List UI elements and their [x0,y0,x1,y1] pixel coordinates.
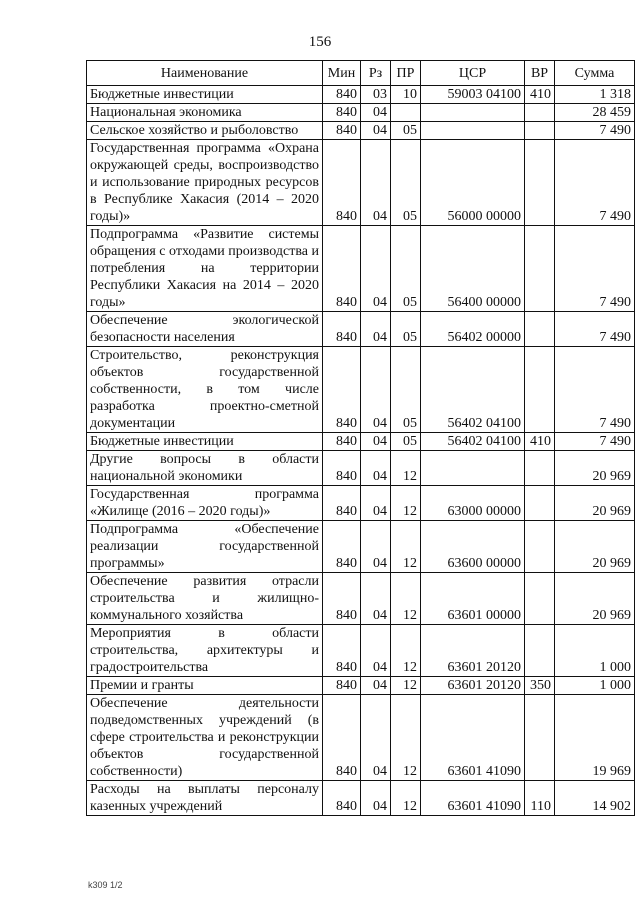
row-csr-cell: 63601 41090 [421,695,525,781]
table-row [87,573,635,625]
row-pr-cell: 05 [391,140,421,226]
table-row [87,625,635,677]
row-min-cell: 840 [323,486,361,521]
row-vr-cell [525,625,555,677]
row-csr-cell: 63600 00000 [421,521,525,573]
row-min-cell: 840 [323,140,361,226]
row-name-cell: Подпрограмма «Развитие системы обращения с отходами производства и потребления на территории Республики Хакасия на 2014 – 2020 годы» [87,226,323,312]
row-csr-cell: 56402 04100 [421,433,525,451]
row-vr-cell: 350 [525,677,555,695]
row-csr-cell: 56402 00000 [421,312,525,347]
row-sum-cell: 1 318 [555,86,635,104]
row-vr-cell [525,347,555,433]
table-body [87,86,635,816]
row-name-cell: Строительство, реконструкция объектов государственной собственности, в том числе разработка проектно-сметной документации [87,347,323,433]
row-min-cell: 840 [323,573,361,625]
header-vr: ВР [525,61,555,86]
row-csr-cell: 59003 04100 [421,86,525,104]
row-name-cell: Расходы на выплаты персоналу казенных учреждений [87,781,323,816]
row-pr-cell: 12 [391,695,421,781]
page-number: 156 [308,34,332,50]
row-pr-cell [391,104,421,122]
row-vr-cell [525,451,555,486]
row-min-cell: 840 [323,625,361,677]
row-vr-cell [525,521,555,573]
row-rz-cell: 04 [361,104,391,122]
row-sum-cell: 7 490 [555,433,635,451]
row-sum-cell: 20 969 [555,521,635,573]
header-rz: Рз [361,61,391,86]
row-csr-cell [421,122,525,140]
table-row [87,695,635,781]
row-name-cell: Сельское хозяйство и рыболовство [87,122,323,140]
table-row [87,104,635,122]
row-rz-cell: 04 [361,677,391,695]
row-rz-cell: 04 [361,451,391,486]
footer-code: k309 1/2 [88,880,123,890]
row-vr-cell [525,226,555,312]
row-min-cell: 840 [323,521,361,573]
row-csr-cell: 56402 04100 [421,347,525,433]
row-name-cell: Бюджетные инвестиции [87,433,323,451]
row-name-cell: Обеспечение развития отрасли строительства и жилищно-коммунального хозяйства [87,573,323,625]
table-header-row [87,61,635,86]
row-min-cell: 840 [323,695,361,781]
row-vr-cell [525,122,555,140]
table-row [87,781,635,816]
table-row [87,677,635,695]
header-pr: ПР [391,61,421,86]
row-sum-cell: 14 902 [555,781,635,816]
header-name: Наименование [87,61,323,86]
row-min-cell: 840 [323,312,361,347]
row-rz-cell: 04 [361,695,391,781]
row-sum-cell: 20 969 [555,451,635,486]
table-row [87,140,635,226]
row-name-cell: Государственная программа «Охрана окружающей среды, воспроизводство и использование природных ресурсов в Республике Хакасия (2014 – 2020 годы)» [87,140,323,226]
row-rz-cell: 04 [361,122,391,140]
row-sum-cell: 7 490 [555,312,635,347]
table-row [87,86,635,104]
row-rz-cell: 04 [361,521,391,573]
header-csr: ЦСР [421,61,525,86]
row-csr-cell: 63601 20120 [421,677,525,695]
row-rz-cell: 04 [361,486,391,521]
row-pr-cell: 12 [391,486,421,521]
row-rz-cell: 04 [361,347,391,433]
row-sum-cell: 1 000 [555,677,635,695]
row-csr-cell [421,451,525,486]
row-pr-cell: 12 [391,625,421,677]
row-vr-cell [525,486,555,521]
table-row [87,312,635,347]
row-pr-cell: 05 [391,226,421,312]
row-csr-cell: 63000 00000 [421,486,525,521]
row-sum-cell: 7 490 [555,347,635,433]
row-min-cell: 840 [323,451,361,486]
row-name-cell: Обеспечение деятельности подведомственных учреждений (в сфере строительства и реконструкции объектов государственной собственности) [87,695,323,781]
row-rz-cell: 04 [361,573,391,625]
row-min-cell: 840 [323,104,361,122]
budget-table [86,60,635,816]
row-name-cell: Бюджетные инвестиции [87,86,323,104]
row-name-cell: Другие вопросы в области национальной экономики [87,451,323,486]
table-row [87,122,635,140]
row-vr-cell: 410 [525,86,555,104]
row-rz-cell: 04 [361,781,391,816]
row-min-cell: 840 [323,86,361,104]
table-row [87,451,635,486]
row-csr-cell [421,104,525,122]
row-vr-cell [525,104,555,122]
row-vr-cell [525,312,555,347]
row-pr-cell: 05 [391,312,421,347]
row-min-cell: 840 [323,122,361,140]
row-csr-cell: 56000 00000 [421,140,525,226]
header-min: Мин [323,61,361,86]
row-sum-cell: 20 969 [555,486,635,521]
row-csr-cell: 63601 00000 [421,573,525,625]
row-pr-cell: 05 [391,433,421,451]
row-sum-cell: 20 969 [555,573,635,625]
row-min-cell: 840 [323,347,361,433]
row-sum-cell: 7 490 [555,226,635,312]
table-row [87,347,635,433]
row-csr-cell: 63601 20120 [421,625,525,677]
row-pr-cell: 10 [391,86,421,104]
row-sum-cell: 7 490 [555,122,635,140]
table-row [87,433,635,451]
row-csr-cell: 56400 00000 [421,226,525,312]
row-vr-cell: 110 [525,781,555,816]
row-rz-cell: 04 [361,433,391,451]
row-name-cell: Мероприятия в области строительства, архитектуры и градостроительства [87,625,323,677]
row-min-cell: 840 [323,433,361,451]
table-row [87,486,635,521]
row-pr-cell: 12 [391,521,421,573]
row-min-cell: 840 [323,677,361,695]
row-name-cell: Обеспечение экологической безопасности населения [87,312,323,347]
row-csr-cell: 63601 41090 [421,781,525,816]
row-vr-cell [525,695,555,781]
row-sum-cell: 28 459 [555,104,635,122]
row-sum-cell: 19 969 [555,695,635,781]
row-pr-cell: 12 [391,781,421,816]
table-row [87,521,635,573]
row-min-cell: 840 [323,781,361,816]
row-sum-cell: 7 490 [555,140,635,226]
row-name-cell: Национальная экономика [87,104,323,122]
row-min-cell: 840 [323,226,361,312]
table-row [87,226,635,312]
row-pr-cell: 05 [391,347,421,433]
row-pr-cell: 12 [391,677,421,695]
row-sum-cell: 1 000 [555,625,635,677]
row-rz-cell: 03 [361,86,391,104]
row-vr-cell [525,140,555,226]
row-vr-cell [525,573,555,625]
row-name-cell: Премии и гранты [87,677,323,695]
row-pr-cell: 12 [391,451,421,486]
row-name-cell: Подпрограмма «Обеспечение реализации государственной программы» [87,521,323,573]
row-pr-cell: 12 [391,573,421,625]
header-sum: Сумма [555,61,635,86]
row-rz-cell: 04 [361,226,391,312]
row-pr-cell: 05 [391,122,421,140]
row-name-cell: Государственная программа «Жилище (2016 – 2020 годы)» [87,486,323,521]
row-rz-cell: 04 [361,140,391,226]
row-rz-cell: 04 [361,625,391,677]
row-vr-cell: 410 [525,433,555,451]
row-rz-cell: 04 [361,312,391,347]
